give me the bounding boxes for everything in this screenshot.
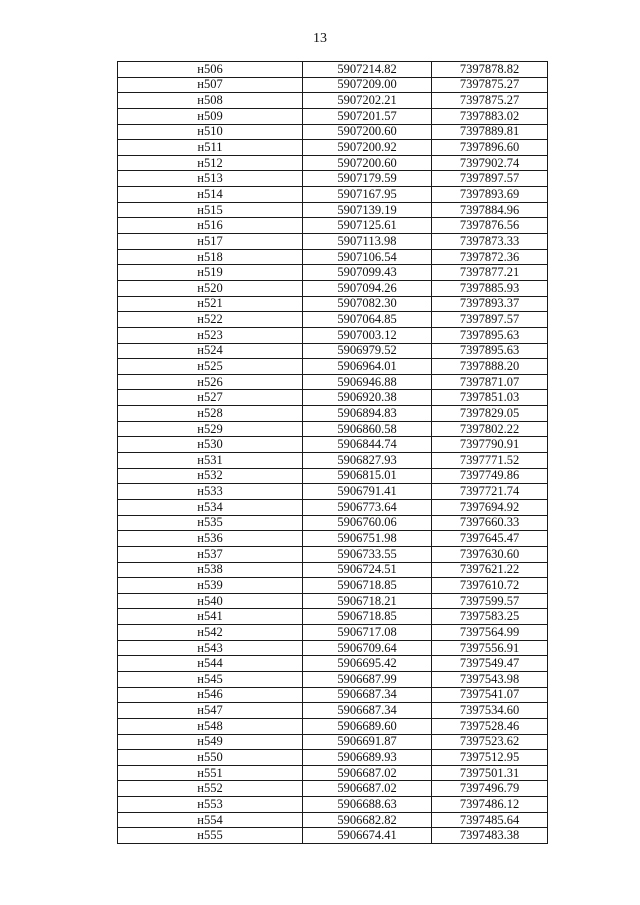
coordinates-table [117,61,548,844]
x-coordinate-cell: 5906760.06 [303,515,432,531]
point-id-cell: н542 [118,625,303,641]
x-coordinate-cell: 5907113.98 [303,234,432,250]
x-coordinate-cell: 5907209.00 [303,77,432,93]
x-coordinate-cell: 5906724.51 [303,562,432,578]
y-coordinate-cell: 7397884.96 [432,202,548,218]
point-id-cell: н540 [118,593,303,609]
coordinates-table-body [118,62,548,844]
point-id-cell: н517 [118,234,303,250]
y-coordinate-cell: 7397872.36 [432,249,548,265]
table-row [118,625,548,641]
table-row [118,531,548,547]
x-coordinate-cell: 5906844.74 [303,437,432,453]
y-coordinate-cell: 7397895.63 [432,343,548,359]
point-id-cell: н545 [118,671,303,687]
x-coordinate-cell: 5907094.26 [303,280,432,296]
table-row [118,546,548,562]
x-coordinate-cell: 5906718.21 [303,593,432,609]
x-coordinate-cell: 5906718.85 [303,609,432,625]
table-row [118,280,548,296]
point-id-cell: н548 [118,718,303,734]
y-coordinate-cell: 7397897.57 [432,312,548,328]
point-id-cell: н513 [118,171,303,187]
y-coordinate-cell: 7397501.31 [432,765,548,781]
x-coordinate-cell: 5906688.63 [303,797,432,813]
x-coordinate-cell: 5906687.02 [303,781,432,797]
y-coordinate-cell: 7397897.57 [432,171,548,187]
table-row [118,187,548,203]
table-row [118,421,548,437]
point-id-cell: н507 [118,77,303,93]
point-id-cell: н531 [118,453,303,469]
point-id-cell: н546 [118,687,303,703]
point-id-cell: н527 [118,390,303,406]
y-coordinate-cell: 7397895.63 [432,327,548,343]
x-coordinate-cell: 5906791.41 [303,484,432,500]
x-coordinate-cell: 5906709.64 [303,640,432,656]
x-coordinate-cell: 5906717.08 [303,625,432,641]
y-coordinate-cell: 7397749.86 [432,468,548,484]
y-coordinate-cell: 7397523.62 [432,734,548,750]
y-coordinate-cell: 7397902.74 [432,155,548,171]
point-id-cell: н551 [118,765,303,781]
point-id-cell: н520 [118,280,303,296]
point-id-cell: н524 [118,343,303,359]
x-coordinate-cell: 5906979.52 [303,343,432,359]
table-row [118,140,548,156]
point-id-cell: н538 [118,562,303,578]
x-coordinate-cell: 5906682.82 [303,812,432,828]
y-coordinate-cell: 7397771.52 [432,453,548,469]
y-coordinate-cell: 7397564.99 [432,625,548,641]
table-row [118,797,548,813]
x-coordinate-cell: 5906689.60 [303,718,432,734]
point-id-cell: н525 [118,359,303,375]
point-id-cell: н543 [118,640,303,656]
x-coordinate-cell: 5906687.34 [303,703,432,719]
point-id-cell: н522 [118,312,303,328]
table-row [118,562,548,578]
x-coordinate-cell: 5907179.59 [303,171,432,187]
table-row [118,640,548,656]
y-coordinate-cell: 7397543.98 [432,671,548,687]
y-coordinate-cell: 7397790.91 [432,437,548,453]
point-id-cell: н530 [118,437,303,453]
table-row [118,296,548,312]
y-coordinate-cell: 7397885.93 [432,280,548,296]
x-coordinate-cell: 5907003.12 [303,327,432,343]
y-coordinate-cell: 7397873.33 [432,234,548,250]
y-coordinate-cell: 7397876.56 [432,218,548,234]
table-row [118,609,548,625]
table-row [118,750,548,766]
y-coordinate-cell: 7397645.47 [432,531,548,547]
table-row [118,312,548,328]
point-id-cell: н511 [118,140,303,156]
table-row [118,155,548,171]
point-id-cell: н550 [118,750,303,766]
point-id-cell: н515 [118,202,303,218]
table-row [118,265,548,281]
table-row [118,515,548,531]
x-coordinate-cell: 5906687.99 [303,671,432,687]
page-number: 13 [313,31,327,46]
point-id-cell: н523 [118,327,303,343]
point-id-cell: н519 [118,265,303,281]
table-row [118,734,548,750]
table-row [118,77,548,93]
point-id-cell: н552 [118,781,303,797]
x-coordinate-cell: 5906946.88 [303,374,432,390]
table-row [118,249,548,265]
point-id-cell: н528 [118,406,303,422]
point-id-cell: н541 [118,609,303,625]
table-row [118,656,548,672]
y-coordinate-cell: 7397878.82 [432,62,548,78]
x-coordinate-cell: 5906689.93 [303,750,432,766]
point-id-cell: н516 [118,218,303,234]
y-coordinate-cell: 7397893.69 [432,187,548,203]
y-coordinate-cell: 7397893.37 [432,296,548,312]
point-id-cell: н534 [118,499,303,515]
x-coordinate-cell: 5907099.43 [303,265,432,281]
table-row [118,124,548,140]
y-coordinate-cell: 7397889.81 [432,124,548,140]
x-coordinate-cell: 5907106.54 [303,249,432,265]
y-coordinate-cell: 7397871.07 [432,374,548,390]
table-row [118,359,548,375]
y-coordinate-cell: 7397721.74 [432,484,548,500]
y-coordinate-cell: 7397486.12 [432,797,548,813]
x-coordinate-cell: 5906674.41 [303,828,432,844]
y-coordinate-cell: 7397549.47 [432,656,548,672]
y-coordinate-cell: 7397896.60 [432,140,548,156]
point-id-cell: н553 [118,797,303,813]
table-row [118,374,548,390]
point-id-cell: н518 [118,249,303,265]
y-coordinate-cell: 7397483.38 [432,828,548,844]
table-row [118,437,548,453]
point-id-cell: н554 [118,812,303,828]
y-coordinate-cell: 7397621.22 [432,562,548,578]
y-coordinate-cell: 7397694.92 [432,499,548,515]
point-id-cell: н539 [118,578,303,594]
table-row [118,765,548,781]
table-row [118,234,548,250]
x-coordinate-cell: 5907201.57 [303,108,432,124]
table-row [118,718,548,734]
point-id-cell: н529 [118,421,303,437]
point-id-cell: н555 [118,828,303,844]
point-id-cell: н532 [118,468,303,484]
table-row [118,202,548,218]
x-coordinate-cell: 5906964.01 [303,359,432,375]
y-coordinate-cell: 7397829.05 [432,406,548,422]
table-row [118,390,548,406]
point-id-cell: н510 [118,124,303,140]
y-coordinate-cell: 7397496.79 [432,781,548,797]
y-coordinate-cell: 7397630.60 [432,546,548,562]
table-row [118,828,548,844]
table-row [118,218,548,234]
x-coordinate-cell: 5906773.64 [303,499,432,515]
point-id-cell: н537 [118,546,303,562]
table-row [118,499,548,515]
y-coordinate-cell: 7397534.60 [432,703,548,719]
x-coordinate-cell: 5907214.82 [303,62,432,78]
point-id-cell: н512 [118,155,303,171]
y-coordinate-cell: 7397888.20 [432,359,548,375]
x-coordinate-cell: 5906815.01 [303,468,432,484]
point-id-cell: н535 [118,515,303,531]
table-row [118,108,548,124]
x-coordinate-cell: 5906733.55 [303,546,432,562]
table-row [118,62,548,78]
y-coordinate-cell: 7397485.64 [432,812,548,828]
point-id-cell: н514 [118,187,303,203]
x-coordinate-cell: 5906920.38 [303,390,432,406]
y-coordinate-cell: 7397802.22 [432,421,548,437]
y-coordinate-cell: 7397875.27 [432,93,548,109]
x-coordinate-cell: 5906894.83 [303,406,432,422]
table-row [118,687,548,703]
point-id-cell: н509 [118,108,303,124]
x-coordinate-cell: 5907167.95 [303,187,432,203]
y-coordinate-cell: 7397583.25 [432,609,548,625]
table-row [118,703,548,719]
y-coordinate-cell: 7397528.46 [432,718,548,734]
point-id-cell: н549 [118,734,303,750]
y-coordinate-cell: 7397877.21 [432,265,548,281]
point-id-cell: н521 [118,296,303,312]
table-row [118,327,548,343]
table-row [118,593,548,609]
x-coordinate-cell: 5906687.02 [303,765,432,781]
x-coordinate-cell: 5906695.42 [303,656,432,672]
table-row [118,578,548,594]
y-coordinate-cell: 7397599.57 [432,593,548,609]
table-row [118,343,548,359]
x-coordinate-cell: 5907139.19 [303,202,432,218]
x-coordinate-cell: 5907082.30 [303,296,432,312]
table-row [118,812,548,828]
x-coordinate-cell: 5906687.34 [303,687,432,703]
table-row [118,484,548,500]
point-id-cell: н506 [118,62,303,78]
table-row [118,406,548,422]
x-coordinate-cell: 5907202.21 [303,93,432,109]
point-id-cell: н544 [118,656,303,672]
y-coordinate-cell: 7397556.91 [432,640,548,656]
table-row [118,171,548,187]
x-coordinate-cell: 5907125.61 [303,218,432,234]
x-coordinate-cell: 5907200.60 [303,155,432,171]
y-coordinate-cell: 7397541.07 [432,687,548,703]
x-coordinate-cell: 5907200.60 [303,124,432,140]
x-coordinate-cell: 5907064.85 [303,312,432,328]
y-coordinate-cell: 7397660.33 [432,515,548,531]
x-coordinate-cell: 5907200.92 [303,140,432,156]
y-coordinate-cell: 7397512.95 [432,750,548,766]
table-row [118,453,548,469]
x-coordinate-cell: 5906860.58 [303,421,432,437]
table-row [118,93,548,109]
point-id-cell: н508 [118,93,303,109]
table-row [118,468,548,484]
y-coordinate-cell: 7397610.72 [432,578,548,594]
table-row [118,781,548,797]
point-id-cell: н533 [118,484,303,500]
x-coordinate-cell: 5906691.87 [303,734,432,750]
x-coordinate-cell: 5906718.85 [303,578,432,594]
x-coordinate-cell: 5906827.93 [303,453,432,469]
x-coordinate-cell: 5906751.98 [303,531,432,547]
y-coordinate-cell: 7397875.27 [432,77,548,93]
point-id-cell: н526 [118,374,303,390]
y-coordinate-cell: 7397883.02 [432,108,548,124]
point-id-cell: н547 [118,703,303,719]
point-id-cell: н536 [118,531,303,547]
table-row [118,671,548,687]
y-coordinate-cell: 7397851.03 [432,390,548,406]
